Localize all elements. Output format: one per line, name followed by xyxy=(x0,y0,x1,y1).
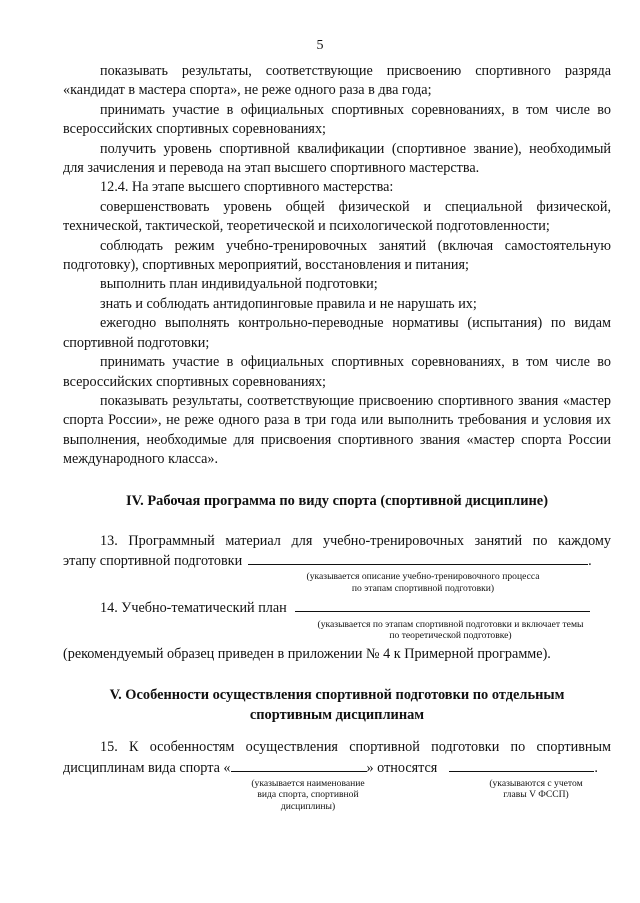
fill-blank-14 xyxy=(295,598,590,612)
paragraph: соблюдать режим учебно-тренировочных занятий (включая самостоятельную подготовку), спортивных мероприятий, восстановления и питания; xyxy=(63,237,611,274)
paragraph-14 xyxy=(63,598,611,618)
paragraph-15-line1: 15. К особенностям осуществления спортивной подготовки по спортивным xyxy=(100,739,611,756)
paragraph-14-continuation: (рекомендуемый образец приведен в приложении № 4 к Примерной программе). xyxy=(63,645,551,662)
section-5-heading: V. Особенности осуществления спортивной подготовки по отдельным спортивным дисциплинам xyxy=(109,687,565,724)
fill-blank-13 xyxy=(248,551,588,565)
paragraph-13-line1: 13. Программный материал для учебно-тренировочных занятий по каждому xyxy=(100,532,611,549)
paragraph-13-line2 xyxy=(63,551,611,571)
footnotes-15 xyxy=(63,777,611,812)
paragraph-14-text: 14. Учебно-тематический план xyxy=(100,600,287,617)
paragraph: совершенствовать уровень общей физической и специальной физической, технической, тактической, теоретической и психологической подготовленности; xyxy=(63,198,611,235)
paragraph: выполнить план индивидуальной подготовки; xyxy=(100,276,378,293)
document-body xyxy=(63,62,611,812)
paragraph: показывать результаты, соответствующие присвоению спортивного звания «мастер спорта России», не реже одного раза в три года или выполнить требования и условия их выполнения, необходимые для присвоения спортивного звания «мастер спорта России международного класса». xyxy=(63,392,611,468)
paragraph-12-4: 12.4. На этапе высшего спортивного мастерства: xyxy=(100,179,394,196)
page-number: 5 xyxy=(316,38,324,53)
footnote-15-sport: (указывается наименование вида спорта, спортивной дисциплины) xyxy=(251,777,365,812)
paragraph-15-line2 xyxy=(63,758,611,778)
paragraph-15-text-a: дисциплинам вида спорта « xyxy=(63,759,231,776)
period: . xyxy=(594,759,598,776)
fill-blank-sport xyxy=(231,758,367,772)
footnote-14: (указывается по этапам спортивной подготовки и включает темы по теоретической подготовке) xyxy=(317,618,584,642)
footnote-13: (указывается описание учебно-тренировочного процесса по этапам спортивной подготовки) xyxy=(306,571,540,594)
paragraph-13-text: этапу спортивной подготовки xyxy=(63,552,243,569)
section-4-heading: IV. Рабочая программа по виду спорта (спортивной дисциплине) xyxy=(126,492,548,509)
paragraph: принимать участие в официальных спортивных соревнованиях, в том числе во всероссийских спортивных соревнованиях; xyxy=(63,101,611,138)
footnote-15-features: (указываются с учетом главы V ФССП) xyxy=(489,777,583,801)
paragraph: знать и соблюдать антидопинговые правила и не нарушать их; xyxy=(100,295,477,312)
paragraph: получить уровень спортивной квалификации (спортивное звание), необходимый для зачисления и перевода на этап высшего спортивного мастерства. xyxy=(63,140,611,177)
paragraph-15-text-b: » относятся xyxy=(366,759,438,776)
paragraph: принимать участие в официальных спортивных соревнованиях, в том числе во всероссийских спортивных соревнованиях; xyxy=(63,354,611,390)
paragraph: ежегодно выполнять контрольно-переводные нормативы (испытания) по видам спортивной подготовки; xyxy=(63,315,611,351)
period: . xyxy=(588,552,592,569)
paragraph: показывать результаты, соответствующие присвоению спортивного разряда «кандидат в мастера спорта», не реже одного раза в два года; xyxy=(63,63,611,99)
fill-blank-features xyxy=(449,758,594,772)
